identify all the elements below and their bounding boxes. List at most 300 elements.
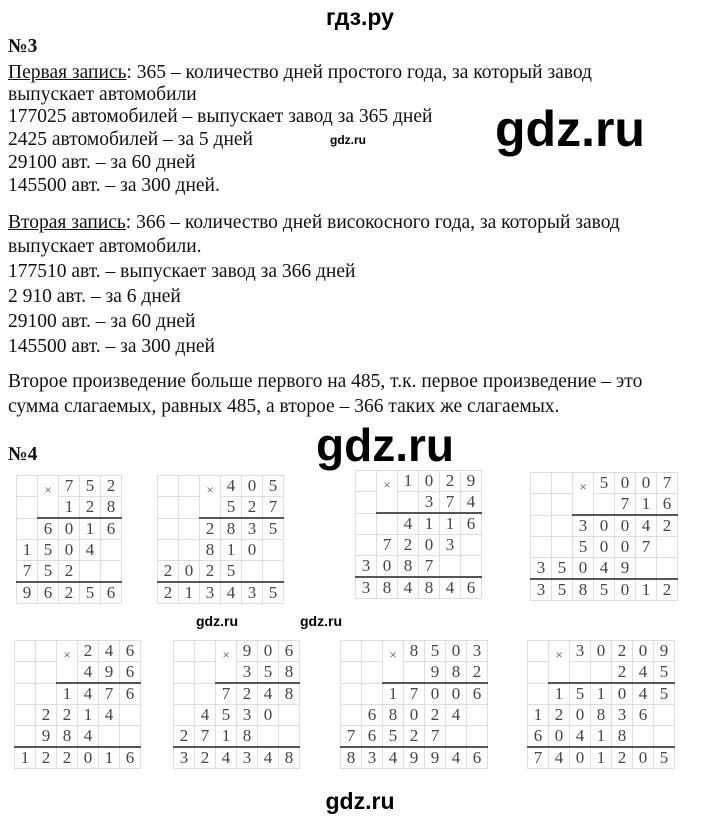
grid-cell: 2 (158, 582, 179, 604)
grid-cell (158, 540, 179, 561)
grid-cell: 7 (419, 556, 440, 578)
grid-row (356, 513, 482, 535)
multiplication-grid (527, 640, 675, 769)
grid-cell (195, 662, 216, 684)
grid-cell (17, 518, 38, 540)
grid-cell: 8 (419, 577, 440, 599)
grid-cell: 2 (36, 747, 57, 769)
grid-cell (552, 494, 573, 516)
grid-cell: 8 (398, 556, 419, 578)
grid-cell (101, 561, 122, 583)
grid-cell: 8 (341, 747, 362, 769)
grid-cell: 5 (654, 683, 675, 705)
grid-cell: 6 (528, 726, 549, 748)
grid-cell: 5 (425, 641, 446, 662)
grid-row (158, 582, 284, 604)
grid-cell: 3 (242, 518, 263, 540)
grid-row (356, 535, 482, 556)
grid-cell (179, 497, 200, 519)
grid-cell: 0 (258, 705, 279, 726)
grid-cell (17, 497, 38, 519)
grid-cell: 0 (419, 535, 440, 556)
second-record-cont: выпускает автомобили. (8, 236, 202, 257)
grid-cell (15, 641, 36, 662)
grid-row (531, 579, 678, 601)
grid-cell: 9 (654, 641, 675, 662)
grid-cell (200, 497, 221, 519)
grid-cell: 8 (383, 705, 404, 726)
grid-cell: 4 (570, 726, 591, 748)
first-record-label: Первая запись (8, 62, 127, 83)
grid-cell: 3 (531, 558, 552, 580)
grid-cell: 9 (237, 641, 258, 662)
grid-cell: 1 (419, 513, 440, 535)
grid-cell (38, 497, 59, 519)
grid-cell: 1 (216, 726, 237, 748)
grid-cell (356, 492, 377, 514)
grid-cell: 5 (552, 579, 573, 601)
grid-row (528, 726, 675, 748)
grid-cell: 6 (120, 641, 141, 662)
grid-cell: 5 (80, 476, 101, 497)
grid-row (341, 726, 488, 748)
grid-cell (179, 540, 200, 561)
grid-cell: 2 (404, 726, 425, 748)
grid-cell (552, 515, 573, 537)
grid-cell: 3 (200, 582, 221, 604)
grid-cell: 4 (258, 747, 279, 769)
grid-cell: 0 (615, 579, 636, 601)
grid-cell (158, 497, 179, 519)
grid-cell (531, 537, 552, 558)
grid-cell (467, 726, 488, 748)
grid-cell (174, 705, 195, 726)
grid-cell: 7 (195, 726, 216, 748)
grid-cell: 2 (612, 662, 633, 684)
grid-row (174, 683, 300, 705)
grid-cell: 6 (101, 582, 122, 604)
grid-cell: 1 (528, 705, 549, 726)
grid-row (17, 497, 122, 519)
grid-cell: 8 (57, 726, 78, 748)
grid-cell: 6 (657, 494, 678, 516)
grid-cell: 8 (573, 579, 594, 601)
grid-cell: 8 (377, 577, 398, 599)
grid-row (158, 476, 284, 497)
grid-cell (636, 558, 657, 580)
watermark: gdz.ru (196, 613, 238, 629)
grid-cell: 0 (258, 641, 279, 662)
grid-row (15, 662, 141, 684)
grid-cell (654, 726, 675, 748)
grid-cell: 5 (38, 540, 59, 561)
grid-cell: 6 (279, 641, 300, 662)
grid-cell: 4 (398, 577, 419, 599)
multiplication-grid (14, 640, 141, 769)
grid-cell (341, 705, 362, 726)
grid-cell (258, 726, 279, 748)
grid-cell (36, 662, 57, 684)
second-record-text: : 366 – количество дней високосного года, за который завод (125, 212, 620, 233)
grid-cell: 6 (467, 683, 488, 705)
grid-cell: 0 (615, 537, 636, 558)
grid-cell (362, 641, 383, 662)
grid-cell: 3 (237, 747, 258, 769)
first-line: 29100 авт. – за 60 дней (8, 152, 196, 173)
grid-cell (552, 473, 573, 494)
multiplication-grid (157, 475, 284, 604)
grid-cell: 5 (573, 537, 594, 558)
grid-row (15, 726, 141, 748)
grid-cell: 2 (657, 579, 678, 601)
grid-cell (531, 494, 552, 516)
multiply-sign: × (549, 641, 570, 662)
grid-cell (120, 726, 141, 748)
grid-cell: 5 (654, 662, 675, 684)
grid-cell (467, 705, 488, 726)
multiplication-grid (530, 472, 678, 601)
grid-row (528, 683, 675, 705)
grid-cell (15, 705, 36, 726)
grid-cell: 6 (461, 577, 482, 599)
grid-cell: 4 (446, 705, 467, 726)
grid-cell: 5 (594, 579, 615, 601)
grid-cell: 1 (636, 494, 657, 516)
grid-cell (570, 662, 591, 684)
grid-row (15, 747, 141, 769)
grid-cell: 9 (404, 747, 425, 769)
grid-cell: 9 (17, 582, 38, 604)
grid-cell: 4 (216, 747, 237, 769)
grid-cell: 4 (99, 705, 120, 726)
grid-cell (362, 662, 383, 684)
grid-cell (36, 683, 57, 705)
grid-row (528, 641, 675, 662)
grid-cell: 4 (258, 683, 279, 705)
grid-row (356, 577, 482, 599)
watermark: gdz.ru (330, 133, 366, 147)
grid-cell (120, 705, 141, 726)
grid-cell: 7 (615, 494, 636, 516)
grid-cell: 2 (57, 705, 78, 726)
grid-cell: 0 (633, 641, 654, 662)
grid-row (341, 747, 488, 769)
grid-cell: 5 (263, 518, 284, 540)
grid-cell: 0 (242, 540, 263, 561)
grid-cell: 1 (636, 579, 657, 601)
grid-cell: 1 (78, 705, 99, 726)
multiply-sign: × (216, 641, 237, 662)
grid-cell (15, 683, 36, 705)
grid-row (341, 683, 488, 705)
grid-cell: 5 (263, 476, 284, 497)
second-line: 177510 авт. – выпускает завод за 366 дней (8, 261, 356, 282)
multiplication-grid (355, 470, 482, 599)
grid-cell: 2 (78, 641, 99, 662)
grid-cell (356, 513, 377, 535)
grid-cell: 7 (528, 747, 549, 769)
grid-cell (657, 558, 678, 580)
grid-cell: 7 (636, 537, 657, 558)
grid-row (17, 518, 122, 540)
first-line: 177025 автомобилей – выпускает завод за 365 дней (8, 106, 433, 127)
grid-cell: 1 (17, 540, 38, 561)
grid-cell: 3 (612, 705, 633, 726)
grid-cell: 7 (99, 683, 120, 705)
grid-cell: 7 (657, 473, 678, 494)
grid-cell (263, 561, 284, 583)
grid-cell: 5 (216, 705, 237, 726)
grid-row (341, 662, 488, 684)
grid-cell: 8 (200, 540, 221, 561)
grid-cell: 1 (591, 747, 612, 769)
grid-cell: 2 (440, 471, 461, 492)
multiply-sign: × (57, 641, 78, 662)
grid-cell: 3 (440, 535, 461, 556)
grid-cell (383, 662, 404, 684)
grid-cell: 7 (59, 476, 80, 497)
grid-row (17, 561, 122, 583)
grid-row (174, 747, 300, 769)
grid-row (528, 747, 675, 769)
grid-row (158, 497, 284, 519)
grid-row (174, 726, 300, 748)
grid-cell: 3 (419, 492, 440, 514)
grid-row (15, 641, 141, 662)
grid-cell: 6 (101, 518, 122, 540)
grid-cell: 4 (636, 515, 657, 537)
grid-cell (80, 561, 101, 583)
second-line: 29100 авт. – за 60 дней (8, 311, 196, 332)
grid-cell: 2 (174, 726, 195, 748)
grid-cell: 4 (633, 662, 654, 684)
grid-cell (531, 515, 552, 537)
grid-cell: 2 (36, 705, 57, 726)
grid-cell: 3 (573, 515, 594, 537)
grid-cell: 9 (36, 726, 57, 748)
site-footer: gdz.ru (325, 788, 395, 814)
grid-cell: 0 (377, 556, 398, 578)
first-line: 145500 авт. – за 300 дней. (8, 175, 220, 196)
grid-row (15, 705, 141, 726)
grid-cell: 6 (38, 582, 59, 604)
grid-cell: 8 (591, 705, 612, 726)
grid-cell (362, 683, 383, 705)
grid-cell (404, 662, 425, 684)
grid-cell: 3 (237, 662, 258, 684)
grid-cell: 0 (419, 471, 440, 492)
grid-cell: 4 (549, 747, 570, 769)
grid-cell: 1 (221, 540, 242, 561)
multiply-sign: × (200, 476, 221, 497)
multiply-sign: × (38, 476, 59, 497)
grid-cell: 0 (78, 747, 99, 769)
grid-cell: 3 (356, 556, 377, 578)
grid-cell: 2 (195, 747, 216, 769)
grid-cell (242, 561, 263, 583)
grid-row (158, 518, 284, 540)
grid-cell: 6 (120, 683, 141, 705)
grid-cell: 5 (263, 582, 284, 604)
grid-cell: 7 (377, 535, 398, 556)
grid-cell: 1 (57, 683, 78, 705)
grid-cell: 9 (425, 662, 446, 684)
grid-row (174, 641, 300, 662)
grid-cell: 8 (279, 747, 300, 769)
grid-cell: 5 (594, 473, 615, 494)
grid-cell: 9 (99, 662, 120, 684)
grid-cell (195, 641, 216, 662)
grid-cell: 2 (200, 561, 221, 583)
grid-cell: 1 (591, 726, 612, 748)
grid-cell: 0 (425, 683, 446, 705)
grid-cell: 7 (216, 683, 237, 705)
grid-row (356, 492, 482, 514)
grid-cell: 5 (552, 558, 573, 580)
grid-row (356, 556, 482, 578)
grid-row (531, 537, 678, 558)
grid-cell: 0 (573, 558, 594, 580)
grid-cell: 0 (242, 476, 263, 497)
grid-cell: 3 (356, 577, 377, 599)
grid-row (531, 558, 678, 580)
grid-cell (398, 492, 419, 514)
grid-cell: 2 (398, 535, 419, 556)
task3-title: №3 (8, 36, 38, 57)
grid-cell (356, 471, 377, 492)
grid-cell: 7 (425, 726, 446, 748)
grid-cell: 5 (38, 561, 59, 583)
grid-cell: 0 (636, 473, 657, 494)
grid-cell (657, 537, 678, 558)
grid-cell: 7 (404, 683, 425, 705)
grid-cell (461, 535, 482, 556)
grid-cell: 2 (158, 561, 179, 583)
grid-cell: 2 (57, 747, 78, 769)
grid-row (17, 540, 122, 561)
grid-cell: 1 (59, 497, 80, 519)
multiply-sign: × (383, 641, 404, 662)
grid-cell: 5 (570, 683, 591, 705)
grid-row (174, 662, 300, 684)
grid-cell: 1 (591, 683, 612, 705)
grid-cell (341, 662, 362, 684)
grid-cell (573, 494, 594, 516)
grid-row (341, 705, 488, 726)
grid-row (528, 705, 675, 726)
grid-cell: 7 (440, 492, 461, 514)
grid-cell (341, 683, 362, 705)
watermark: gdz.ru (495, 101, 645, 157)
grid-cell: 6 (38, 518, 59, 540)
grid-row (531, 515, 678, 537)
second-line: 145500 авт. – за 300 дней (8, 336, 215, 357)
first-record-text: : 365 – количество дней простого года, за который завод (126, 62, 592, 83)
grid-cell: 9 (615, 558, 636, 580)
grid-cell (446, 726, 467, 748)
grid-cell: 6 (362, 705, 383, 726)
grid-cell: 5 (221, 561, 242, 583)
grid-cell: 6 (461, 513, 482, 535)
grid-row (17, 476, 122, 497)
grid-cell: 4 (221, 582, 242, 604)
grid-cell: 6 (467, 747, 488, 769)
grid-cell: 2 (657, 515, 678, 537)
grid-row (158, 561, 284, 583)
grid-cell (531, 473, 552, 494)
grid-cell: 8 (404, 641, 425, 662)
grid-cell: 8 (446, 662, 467, 684)
first-record (8, 62, 592, 84)
grid-row (174, 705, 300, 726)
grid-cell: 0 (570, 747, 591, 769)
grid-cell: 8 (279, 662, 300, 684)
grid-cell: 4 (461, 492, 482, 514)
multiplication-grid (173, 640, 300, 769)
grid-cell: 4 (594, 558, 615, 580)
grid-cell: 5 (221, 497, 242, 519)
grid-cell (528, 662, 549, 684)
grid-cell: 3 (570, 641, 591, 662)
grid-cell (549, 662, 570, 684)
grid-cell: 8 (237, 726, 258, 748)
second-record-label: Вторая запись (8, 212, 126, 233)
grid-cell (377, 492, 398, 514)
grid-cell (57, 662, 78, 684)
grid-cell: 0 (591, 641, 612, 662)
grid-cell: 2 (101, 476, 122, 497)
grid-cell: 2 (80, 497, 101, 519)
grid-cell: 8 (101, 497, 122, 519)
grid-cell: 1 (398, 471, 419, 492)
grid-cell: 2 (59, 582, 80, 604)
grid-cell: 4 (80, 540, 101, 561)
grid-cell: 4 (633, 683, 654, 705)
grid-cell (36, 641, 57, 662)
site-header: гдз.ру (326, 4, 394, 30)
grid-cell: 6 (120, 747, 141, 769)
grid-cell: 3 (362, 747, 383, 769)
grid-cell: 4 (446, 747, 467, 769)
grid-cell: 8 (221, 518, 242, 540)
grid-cell: 0 (570, 705, 591, 726)
grid-row (531, 473, 678, 494)
grid-cell: 0 (594, 515, 615, 537)
grid-cell: 1 (99, 747, 120, 769)
grid-cell: 7 (263, 497, 284, 519)
grid-cell: 4 (221, 476, 242, 497)
grid-cell: 0 (446, 641, 467, 662)
grid-row (17, 582, 122, 604)
grid-cell: 1 (15, 747, 36, 769)
grid-cell: 1 (440, 513, 461, 535)
grid-cell (341, 641, 362, 662)
grid-cell (158, 476, 179, 497)
grid-cell: 8 (279, 683, 300, 705)
grid-cell: 2 (549, 705, 570, 726)
grid-cell: 2 (200, 518, 221, 540)
grid-cell (528, 683, 549, 705)
grid-cell: 9 (461, 471, 482, 492)
grid-row (356, 471, 482, 492)
grid-cell (552, 537, 573, 558)
grid-cell (174, 683, 195, 705)
grid-cell: 3 (237, 705, 258, 726)
grid-cell: 3 (174, 747, 195, 769)
grid-cell (15, 662, 36, 684)
grid-cell (174, 641, 195, 662)
grid-cell (279, 726, 300, 748)
